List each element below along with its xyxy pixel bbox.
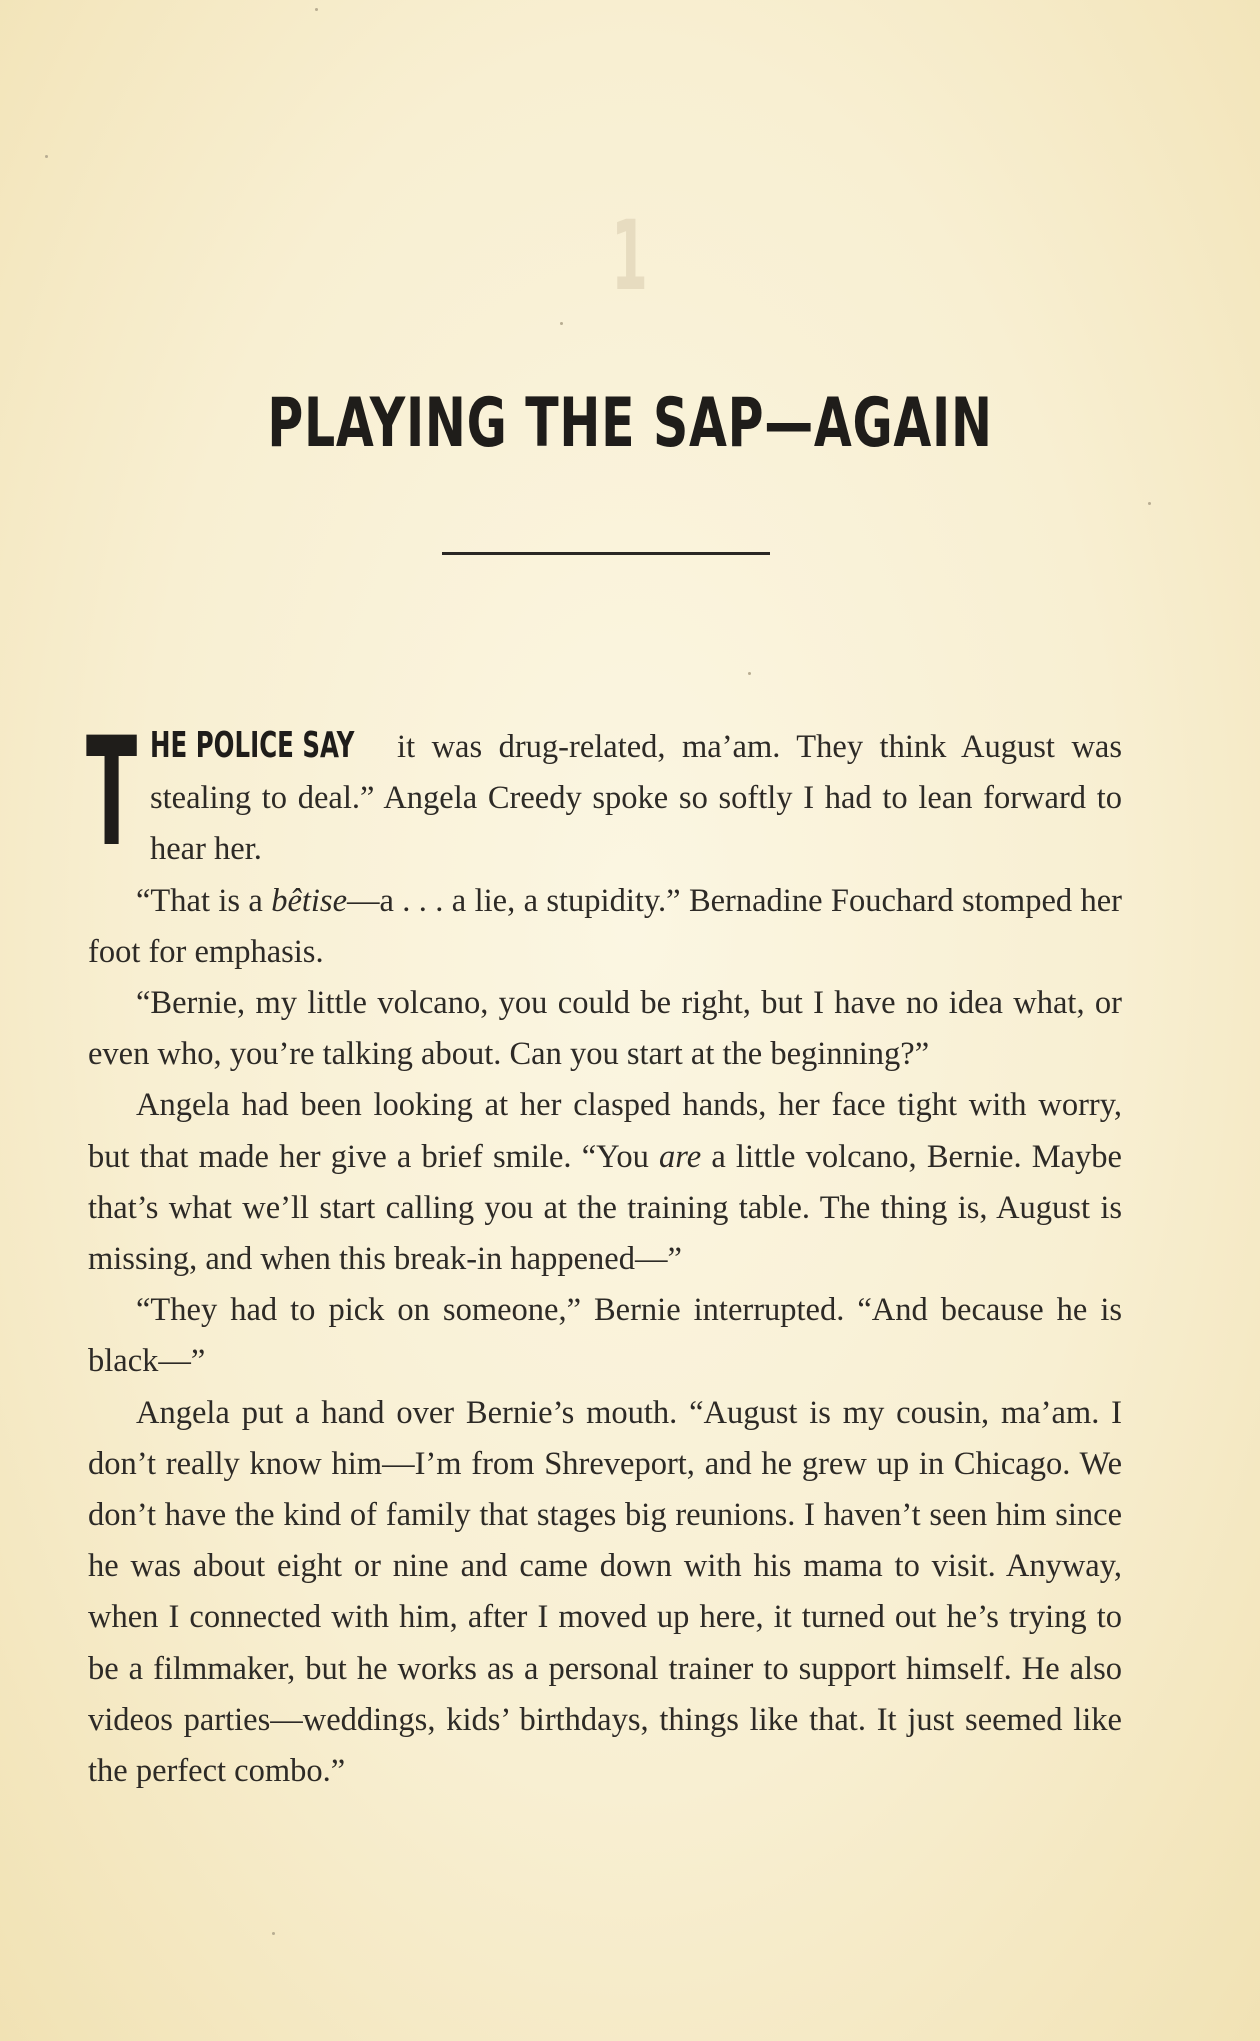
paragraph-5: “They had to pick on someone,” Bernie interrupted. “And because he is black—” <box>88 1292 1122 1380</box>
paragraph-4-text-a: Angela had been looking at her clasped hands, her face tight with worry, but that made her give a brief smile. “You <box>88 1087 1122 1175</box>
paragraph-4-italic: are <box>659 1138 702 1175</box>
lead-in-text: HE POLICE SAY <box>150 725 355 766</box>
paragraph-1-text: it was drug-related, ma’am. They think August was stealing to deal.” Angela Creedy spoke so softly I had to lean forward to hear her. <box>150 729 1122 868</box>
paragraph-3: “Bernie, my little volcano, you could be right, but I have no idea what, or even who, you’re talking about. Can you start at the beginning?” <box>88 985 1122 1073</box>
paper-speck <box>560 322 563 325</box>
paragraph-6: Angela put a hand over Bernie’s mouth. “August is my cousin, ma’am. I don’t really know him—I’m from Shreveport, and he grew up in Chicago. We don’t have the kind of family that stages big reunions. I haven’t seen him since he was about eight or nine and came down with his mama to visit. Anyway, when I connected with him, after I moved up here, it turned out he’s trying to be a filmmaker, but he works as a personal trainer to support himself. He also videos parties—weddings, kids’ birthdays, things like that. It just seemed like the perfect combo.” <box>88 1394 1122 1790</box>
title-divider <box>442 552 770 555</box>
paper-speck <box>315 8 318 11</box>
chapter-body <box>86 706 1122 1797</box>
paragraph-4 <box>88 1080 1122 1285</box>
paper-speck <box>748 672 751 675</box>
paragraph-2-text-b: —a . . . a lie, a stupidity.” Bernadine Fouchard stomped her foot for emphasis. <box>88 882 1122 970</box>
chapter-title: PLAYING THE SAP—AGAIN <box>267 384 993 463</box>
paper-speck <box>1148 502 1151 505</box>
chapter-number: 1 <box>611 200 649 312</box>
lead-in <box>150 725 381 766</box>
paper-speck <box>272 1932 275 1935</box>
paper-speck <box>45 155 48 158</box>
drop-cap: T <box>86 706 138 880</box>
paragraph-2-italic: bêtise <box>271 882 348 919</box>
paragraph-4-text-b: a little volcano, Bernie. Maybe that’s what we’ll start calling you at the training table. The thing is, August is missing, and when this break-in happened—” <box>88 1138 1122 1278</box>
paragraph-2-text-a: “That is a <box>136 882 272 919</box>
paragraph-1 <box>86 706 1122 880</box>
paragraph-2 <box>88 876 1122 978</box>
